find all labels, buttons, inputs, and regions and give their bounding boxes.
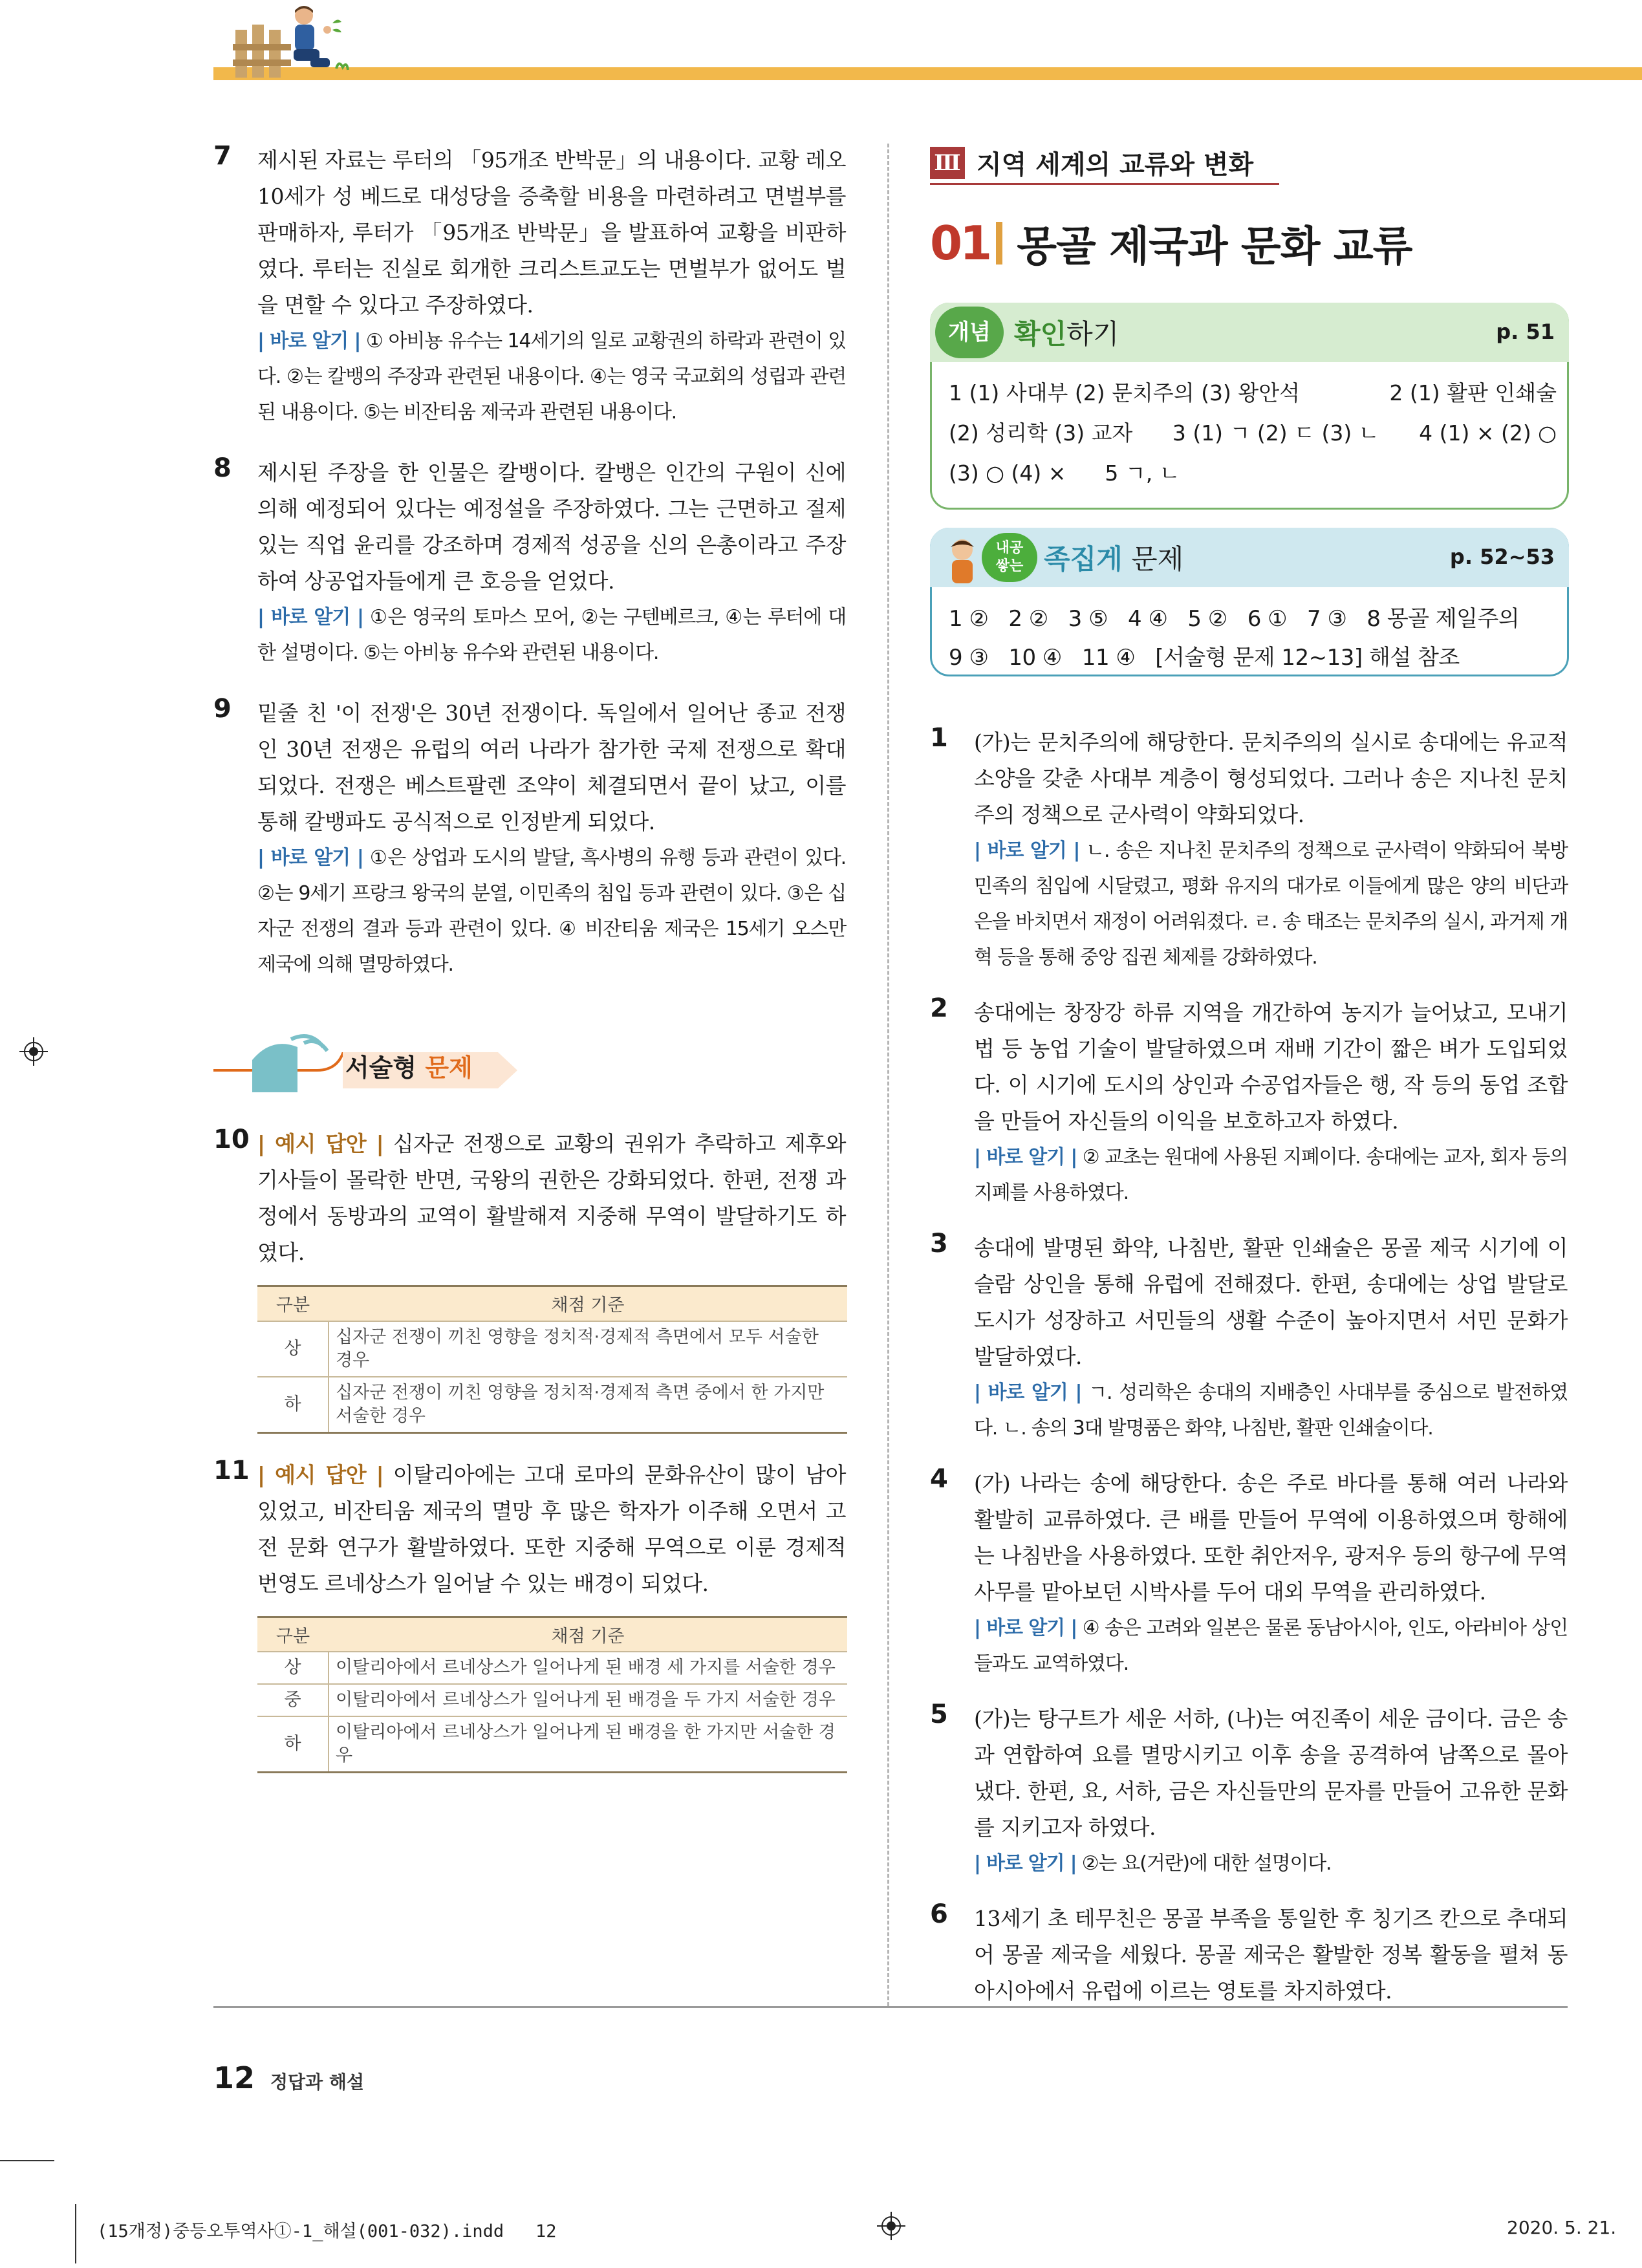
explanation-text: (가)는 문치주의에 해당한다. 문치주의의 실시로 송대에는 유교적 소양을 갖춘 사대부 계층이 형성되었다. 그러나 송은 지나친 문치주의 정책으로 군사력이 약화되었다. <box>974 729 1568 827</box>
item-number: 4 <box>930 1464 948 1494</box>
right-column <box>930 142 1568 2029</box>
table-row <box>257 1321 847 1377</box>
column-header-criterion: 채점 기준 <box>329 1617 847 1652</box>
correction-text: ④ 송은 고려와 일본은 물론 동남아시아, 인도, 아라비아 상인들과도 교역하였다. <box>974 1617 1568 1675</box>
problem-answer-box <box>930 528 1569 676</box>
concept-box-title <box>1014 313 1119 352</box>
problem-box-title <box>1044 538 1183 577</box>
explanation-text: 밑줄 친 '이 전쟁'은 30년 전쟁이다. 독일에서 일어난 종교 전쟁인 30년 전쟁은 유럽의 여러 나라가 참가한 국제 전쟁으로 확대되었다. 전쟁은 베스트팔렌 조약이 체결되면서 끝이 났고, 이를 통해 칼뱅파도 공식적으로 인정받게 되었다. <box>257 700 846 834</box>
page-reference: p. 52~53 <box>1449 545 1555 569</box>
explanation-text: 제시된 주장을 한 인물은 칼뱅이다. 칼뱅은 인간의 구원이 신에 의해 예정되어 있다는 예정설을 주장하였다. 그는 근면하고 절제 있는 직업 윤리를 강조하며 경제적 성공을 신의 은총이라고 주장하여 상공업자들에게 큰 호응을 얻었다. <box>257 460 846 594</box>
answer-item-10 <box>213 1126 846 1271</box>
item-number: 1 <box>930 723 948 753</box>
essay-title-main: 서술형 <box>345 1053 417 1082</box>
answer-item-8 <box>213 455 846 671</box>
gardener-illustration <box>278 4 349 79</box>
problem-answer-line: 1 ② 2 ② 3 ⑤ 4 ④ 5 ② 6 ① 7 ③ 8 몽골 제일주의 <box>949 606 1520 632</box>
answer-item-5 <box>930 1701 1568 1881</box>
unit-number: Ⅲ <box>930 147 965 179</box>
bubble-top-text: 내공 <box>995 540 1024 556</box>
essay-title-sub: 문제 <box>425 1053 473 1082</box>
unit-heading <box>930 142 1279 185</box>
answer-item-1 <box>930 724 1568 975</box>
item-number: 2 <box>930 993 948 1023</box>
correction-note <box>974 1610 1568 1681</box>
column-header-grade: 구분 <box>257 1617 329 1652</box>
item-number: 8 <box>213 453 232 483</box>
crop-mark <box>0 2160 54 2161</box>
print-date: 2020. 5. 21. <box>1507 2217 1617 2238</box>
item-number: 9 <box>213 694 232 724</box>
column-divider <box>887 144 889 2006</box>
answer-item-2 <box>930 995 1568 1211</box>
problem-answer-line: 9 ③ 10 ④ 11 ④ [서술형 문제 12~13] 해설 참조 <box>949 645 1460 671</box>
item-number: 7 <box>213 141 232 171</box>
problem-answers <box>949 599 1557 677</box>
grade-cell: 하 <box>257 1716 329 1773</box>
correction-tag: | 바로 알기 | <box>257 847 363 869</box>
concept-box-header <box>930 303 1569 362</box>
registration-mark-icon <box>877 2212 905 2240</box>
example-answer <box>257 1457 846 1602</box>
correction-tag: | 바로 알기 | <box>974 1381 1082 1404</box>
correction-text: ① 아비뇽 유수는 14세기의 일로 교황권의 하락과 관련이 있다. ②는 칼뱅의 주장과 관련된 내용이다. ④는 영국 국교회의 성립과 관련된 내용이다. ⑤는 비잔티움 제국과 관련된 내용이다. <box>257 330 846 424</box>
problem-title-rest: 문제 <box>1122 543 1184 575</box>
answer-item-11 <box>213 1457 846 1602</box>
concept-answer: 1 (1) 사대부 (2) 문치주의 (3) 왕안석 <box>949 380 1300 405</box>
explanation-text: 송대에 발명된 화약, 나침반, 활판 인쇄술은 몽골 제국 시기에 이슬람 상인을 통해 유럽에 전해졌다. 한편, 송대에는 상업 발달로 도시가 성장하고 서민들의 생활 수준이 높아지면서 서민 문화가 발달하였다. <box>974 1235 1568 1369</box>
example-tag: | 예시 답안 | <box>257 1131 384 1156</box>
problem-box-header <box>930 528 1569 587</box>
answer-item-9 <box>213 695 846 982</box>
concept-title-rest: 하기 <box>1066 318 1119 350</box>
concept-answer: 4 (1) × (2) ○ <box>1419 420 1557 446</box>
item-number: 11 <box>213 1455 250 1485</box>
table-row <box>257 1716 847 1773</box>
concept-answers <box>949 373 1557 493</box>
answer-item-7 <box>213 142 846 430</box>
correction-tag: | 바로 알기 | <box>974 1617 1077 1639</box>
lesson-title: 몽골 제국과 문화 교류 <box>1017 223 1412 271</box>
answer-item-3 <box>930 1230 1568 1446</box>
problem-explanations <box>930 724 1568 2009</box>
registration-mark-icon <box>19 1037 48 1066</box>
example-text: 십자군 전쟁으로 교황의 권위가 추락하고 제후와 기사들이 몰락한 반면, 국왕의 권한은 강화되었다. 한편, 전쟁 과정에서 동방과의 교역이 활발해져 지중해 무역이 발달하기도 하였다. <box>257 1131 846 1265</box>
criterion-cell: 이탈리아에서 르네상스가 일어나게 된 배경을 한 가지만 서술한 경우 <box>329 1716 847 1773</box>
grade-cell: 중 <box>257 1684 329 1716</box>
concept-title-bold: 확인 <box>1014 318 1067 350</box>
correction-tag: | 바로 알기 | <box>974 839 1080 862</box>
concept-answer: 2 (1) 활판 인쇄술 <box>1389 380 1557 405</box>
lesson-number: 01 <box>930 216 990 270</box>
table-row <box>257 1377 847 1433</box>
scoring-table-10 <box>257 1285 847 1434</box>
explanation-text: 13세기 초 테무친은 몽골 부족을 통일한 후 칭기즈 칸으로 추대되어 몽골 제국을 세웠다. 몽골 제국은 활발한 정복 활동을 펼쳐 동아시아에서 유럽에 이르는 영토를 차지하였다. <box>974 1906 1568 2003</box>
correction-note <box>257 323 846 430</box>
lesson-bar <box>996 222 1002 265</box>
correction-note <box>257 599 846 671</box>
item-number: 3 <box>930 1229 948 1258</box>
answer-item-6 <box>930 1901 1568 2009</box>
grade-cell: 하 <box>257 1377 329 1433</box>
column-header-criterion: 채점 기준 <box>329 1286 847 1321</box>
correction-tag: | 바로 알기 | <box>257 330 361 352</box>
example-answer <box>257 1126 846 1271</box>
explanation-text: (가)는 탕구트가 세운 서하, (나)는 여진족이 세운 금이다. 금은 송과 연합하여 요를 멸망시키고 이후 송을 공격하여 남쪽으로 몰아냈다. 한편, 요, 서하, 금은 자신들만의 문자를 만들어 고유한 문화를 지키고자 하였다. <box>974 1706 1568 1840</box>
concept-bubble: 개념 <box>935 307 1004 358</box>
concept-answer: (3) ○ (4) × <box>949 460 1066 486</box>
crop-mark <box>75 2204 76 2263</box>
essay-section-title <box>331 1048 499 1087</box>
explanation-text: (가) 나라는 송에 해당한다. 송은 주로 바다를 통해 여러 나라와 활발히 교류하였다. 큰 배를 만들어 무역에 이용하였으며 항해에는 나침반을 사용하였다. 또한 취안저우, 광저우 등의 항구에 무역 사무를 맡아보던 시박사를 두어 대외 무역을 관리하였다. <box>974 1471 1568 1604</box>
left-column <box>213 142 846 1773</box>
criterion-cell: 십자군 전쟁이 끼친 영향을 정치적·경제적 측면에서 모두 서술한 경우 <box>329 1321 847 1377</box>
example-text: 이탈리아에는 고대 로마의 문화유산이 많이 남아 있었고, 비잔티움 제국의 멸망 후 많은 학자가 이주해 오면서 고전 문화 연구가 활발하였다. 또한 지중해 무역으로 이룬 경제적 번영도 르네상스가 일어날 수 있는 배경이 되었다. <box>257 1462 846 1596</box>
criterion-cell: 십자군 전쟁이 끼친 영향을 정치적·경제적 측면 중에서 한 가지만 서술한 경우 <box>329 1377 847 1433</box>
correction-text: ㄴ. 송은 지나친 문치주의 정책으로 군사력이 약화되어 북방 민족의 침입에 시달렸고, 평화 유지의 대가로 이들에게 많은 양의 비단과 은을 바치면서 재정이 어려워졌다. ㄹ. 송 태조는 문치주의 실시, 과거제 개혁 등을 통해 중앙 집권 체제를 강화하였다. <box>974 839 1568 969</box>
explanation-text: 제시된 자료는 루터의 「95개조 반박문」의 내용이다. 교황 레오 10세가 성 베드로 대성당을 증축할 비용을 마련하려고 면벌부를 판매하자, 루터가 「95개조 반박문」을 발표하여 교황을 비판하였다. 루터는 진실로 회개한 크리스트교도는 면벌부가 없어도 벌을 면할 수 있다고 주장하였다. <box>257 147 846 318</box>
answer-item-4 <box>930 1465 1568 1681</box>
correction-note <box>974 833 1568 975</box>
table-row <box>257 1652 847 1684</box>
student-icon <box>939 533 987 587</box>
correction-tag: | 바로 알기 | <box>974 1852 1077 1875</box>
table-row <box>257 1684 847 1716</box>
example-tag: | 예시 답안 | <box>257 1462 384 1487</box>
problem-bubble <box>982 533 1037 582</box>
item-number: 5 <box>930 1700 948 1729</box>
correction-tag: | 바로 알기 | <box>974 1146 1077 1169</box>
problem-title-bold: 족집게 <box>1044 543 1123 575</box>
correction-text: ㄱ. 성리학은 송대의 지배층인 사대부를 중심으로 발전하였다. ㄴ. 송의 3대 발명품은 화약, 나침반, 활판 인쇄술이다. <box>974 1381 1568 1440</box>
item-number: 6 <box>930 1899 948 1929</box>
correction-text: ①은 영국의 토마스 모어, ②는 구텐베르크, ④는 루터에 대한 설명이다. ⑤는 아비뇽 유수와 관련된 내용이다. <box>257 606 847 664</box>
lesson-heading <box>930 213 1568 273</box>
criterion-cell: 이탈리아에서 르네상스가 일어나게 된 배경 세 가지를 서술한 경우 <box>329 1652 847 1684</box>
correction-note <box>974 1375 1568 1446</box>
grade-cell: 상 <box>257 1652 329 1684</box>
concept-answer: 5 ㄱ, ㄴ <box>1105 460 1180 486</box>
page-reference: p. 51 <box>1496 319 1555 344</box>
scoring-table-11 <box>257 1616 847 1774</box>
page-label: 정답과 해설 <box>270 2071 364 2093</box>
bubble-bottom-text: 쌓는 <box>995 558 1024 574</box>
correction-note <box>257 840 846 982</box>
correction-text: ①은 상업과 도시의 발달, 흑사병의 유행 등과 관련이 있다. ②는 9세기 프랑크 왕국의 분열, 이민족의 침입 등과 관련이 있다. ③은 십자군 전쟁의 결과 등과 관련이 있다. ④ 비잔티움 제국은 15세기 오스만 제국에 의해 멸망하였다. <box>257 847 847 976</box>
page-number: 12 <box>213 2060 255 2095</box>
concept-answer: (2) 성리학 (3) 교자 <box>949 420 1133 446</box>
correction-note <box>974 1846 1568 1881</box>
footer-rule <box>213 2006 1568 2008</box>
correction-text: ②는 요(거란)에 대한 설명이다. <box>1081 1852 1332 1875</box>
unit-title: 지역 세계의 교류와 변화 <box>977 150 1254 180</box>
essay-section-banner <box>213 1034 846 1096</box>
explanation-text: 송대에는 창장강 하류 지역을 개간하여 농지가 늘어났고, 모내기법 등 농업 기술이 발달하였으며 재배 기간이 짧은 벼가 도입되었다. 이 시기에 도시의 상인과 수공업자들은 행, 작 등의 동업 조합을 만들어 자신들의 이익을 보호하고자 하였다. <box>974 1000 1568 1134</box>
correction-note <box>974 1139 1568 1211</box>
print-slug: (15개정)중등오투역사①-1_해설(001-032).indd 12 <box>97 2221 557 2241</box>
correction-tag: | 바로 알기 | <box>257 606 363 629</box>
column-header-grade: 구분 <box>257 1286 329 1321</box>
item-number: 10 <box>213 1125 250 1154</box>
concept-answer: 3 (1) ㄱ (2) ㄷ (3) ㄴ <box>1172 420 1379 446</box>
header-accent-bar <box>213 67 1642 80</box>
correction-text: ② 교초는 원대에 사용된 지폐이다. 송대에는 교자, 회자 등의 지폐를 사용하였다. <box>974 1146 1568 1204</box>
grade-cell: 상 <box>257 1321 329 1377</box>
concept-check-box <box>930 303 1569 510</box>
criterion-cell: 이탈리아에서 르네상스가 일어나게 된 배경을 두 가지 서술한 경우 <box>329 1684 847 1716</box>
